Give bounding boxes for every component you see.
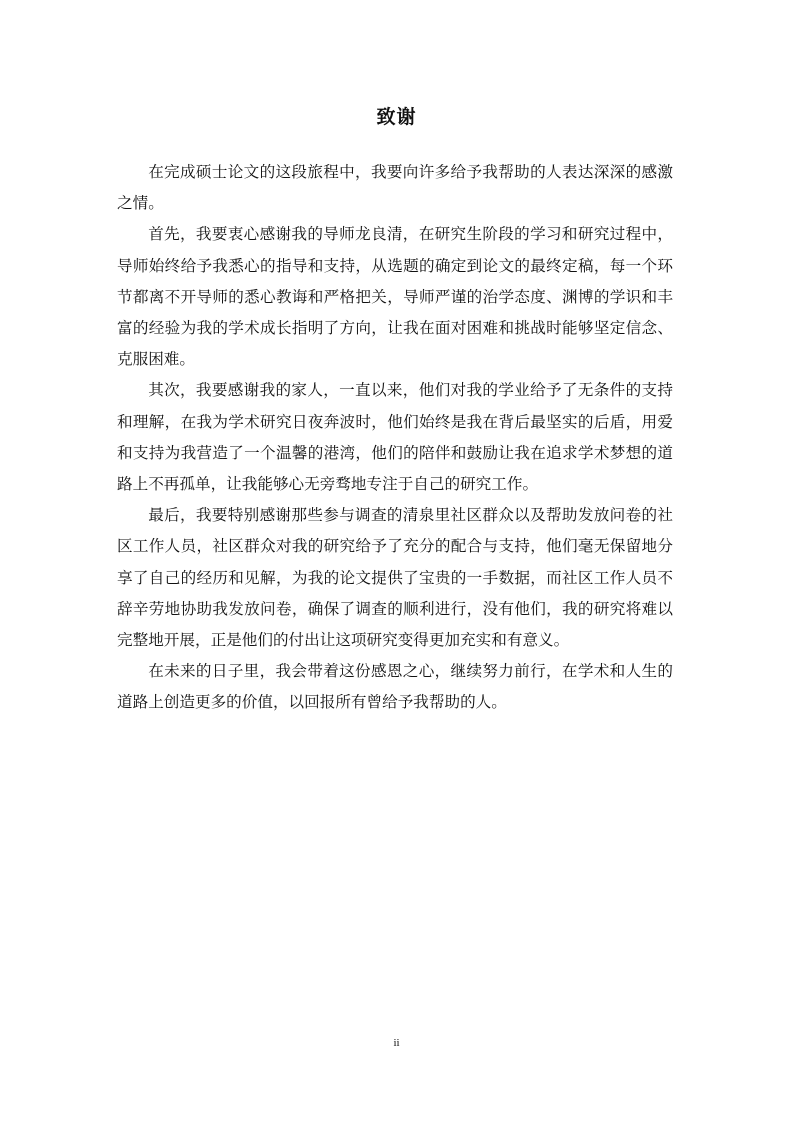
paragraph: 首先，我要衷心感谢我的导师龙良清，在研究生阶段的学习和研究过程中，导师始终给予我悉心的指导和支持，从选题的确定到论文的最终定稿，每一个环节都离不开导师的悉心教诲和严格把关，导师严谨的治学态度、渊博的学识和丰富的经验为我的学术成长指明了方向，让我在面对困难和挑战时能够坚定信念、克服困难。 (117, 225, 673, 369)
page-title: 致谢 (376, 106, 417, 128)
paragraph: 最后，我要特别感谢那些参与调查的清泉里社区群众以及帮助发放问卷的社区工作人员，社区群众对我的研究给予了充分的配合与支持，他们毫无保留地分享了自己的经历和见解，为我的论文提供了宝贵的一手数据，而社区工作人员不辞辛劳地协助我发放问卷，确保了调查的顺利进行，没有他们，我的研究将难以完整地开展，正是他们的付出让这项研究变得更加充实和有意义。 (117, 506, 673, 650)
paragraph: 其次，我要感谢我的家人，一直以来，他们对我的学业给予了无条件的支持和理解，在我为学术研究日夜奔波时，他们始终是我在背后最坚实的后盾，用爱和支持为我营造了一个温馨的港湾，他们的陪伴和鼓励让我在追求学术梦想的道路上不再孤单，让我能够心无旁骛地专注于自己的研究工作。 (117, 381, 673, 494)
page-number: ii (393, 1037, 400, 1049)
paragraph: 在未来的日子里，我会带着这份感恩之心，继续努力前行，在学术和人生的道路上创造更多的价值，以回报所有曾给予我帮助的人。 (117, 662, 673, 712)
paragraph: 在完成硕士论文的这段旅程中，我要向许多给予我帮助的人表达深深的感激之情。 (117, 163, 673, 213)
acknowledgement-body (117, 157, 673, 719)
